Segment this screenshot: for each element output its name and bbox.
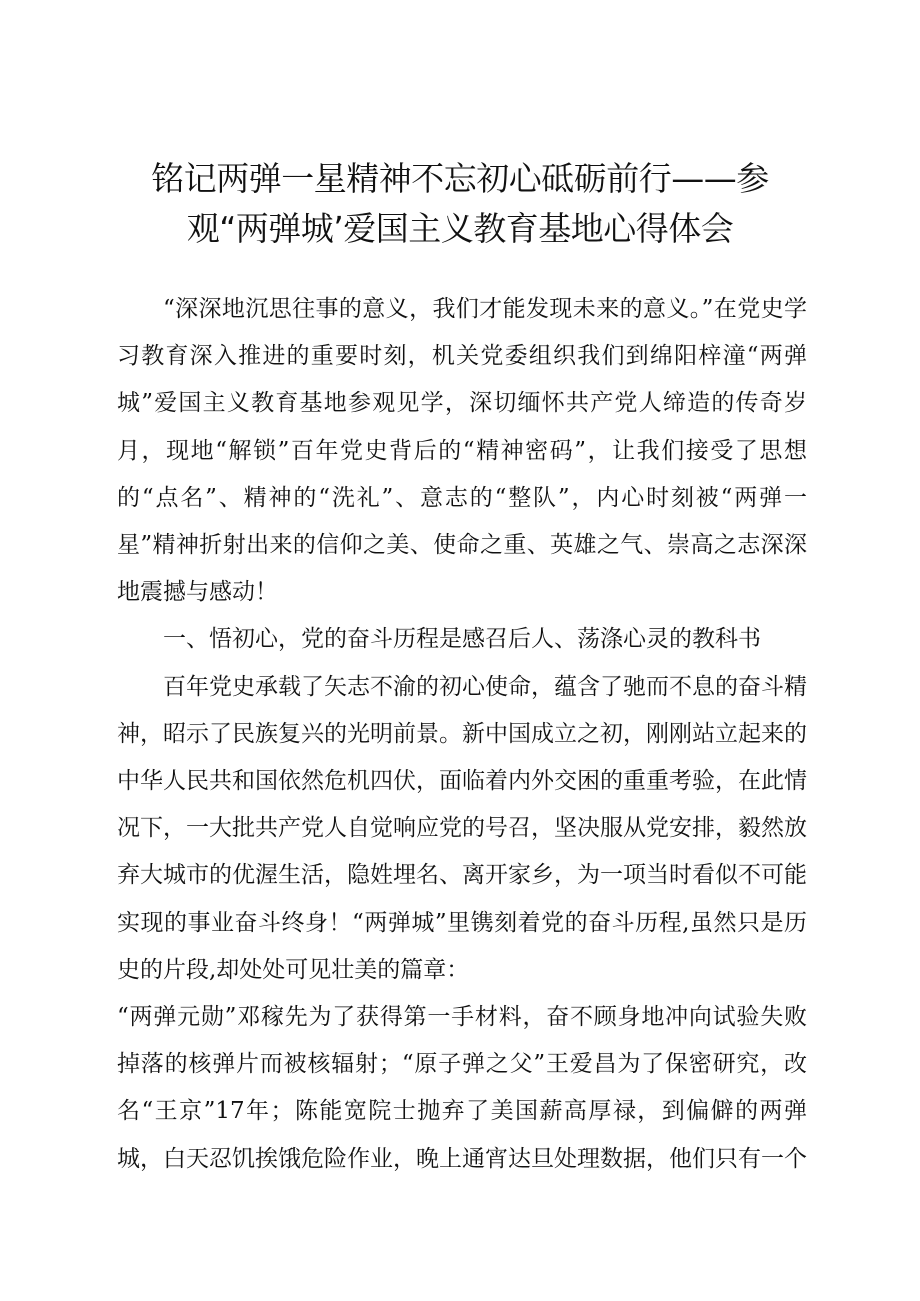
intro-paragraph: “深深地沉思往事的意义，我们才能发现未来的意义。”在党史学习教育深入推进的重要时刻，机关党委组织我们到绵阳梓潼“两弹城”爱国主义教育基地参观见学，深切缅怀共产党人缔造的传奇岁月，现地“解锁”百年党史背后的“精神密码”，让我们接受了思想的“点名”、精神的“洗礼”、意志的“整队”，内心时刻被“两弹一星”精神折射出来的信仰之美、使命之重、英雄之气、崇高之志深深地震撼与感动！ — [117, 296, 807, 606]
title-line-1: 铭记两弹一星精神不忘初心砥砺前行——参 — [151, 159, 769, 198]
document-body — [117, 286, 807, 1183]
document-title — [120, 154, 800, 254]
section-paragraph-2: “两弹元勋”邓稼先为了获得第一手材料，奋不顾身地冲向试验失败掉落的核弹片而被核辐射；“原子弹之父”王爱昌为了保密研究，改名“王京”17年；陈能宽院士抛弃了美国薪高厚禄，到偏僻的两弹城，白天忍饥挨饿危险作业，晚上通宵达旦处理数据，他们只有一个 — [117, 1004, 807, 1172]
section-paragraph-1: 百年党史承载了矢志不渝的初心使命，蕴含了驰而不息的奋斗精神，昭示了民族复兴的光明前景。新中国成立之初，刚刚站立起来的中华人民共和国依然危机四伏，面临着内外交困的重重考验，在此情况下，一大批共产党人自觉响应党的号召，坚决服从党安排，毅然放弃大城市的优渥生活，隐姓埋名、离开家乡，为一项当时看似不可能实现的事业奋斗终身！“两弹城”里镌刻着党的奋斗历程,虽然只是历史的片段,却处处可见壮美的篇章： — [117, 673, 807, 983]
section-heading-1: 一、悟初心，党的奋斗历程是感召后人、荡涤心灵的教科书 — [163, 626, 761, 653]
title-line-2: 观“两弹城’爱国主义教育基地心得体会 — [186, 209, 734, 248]
